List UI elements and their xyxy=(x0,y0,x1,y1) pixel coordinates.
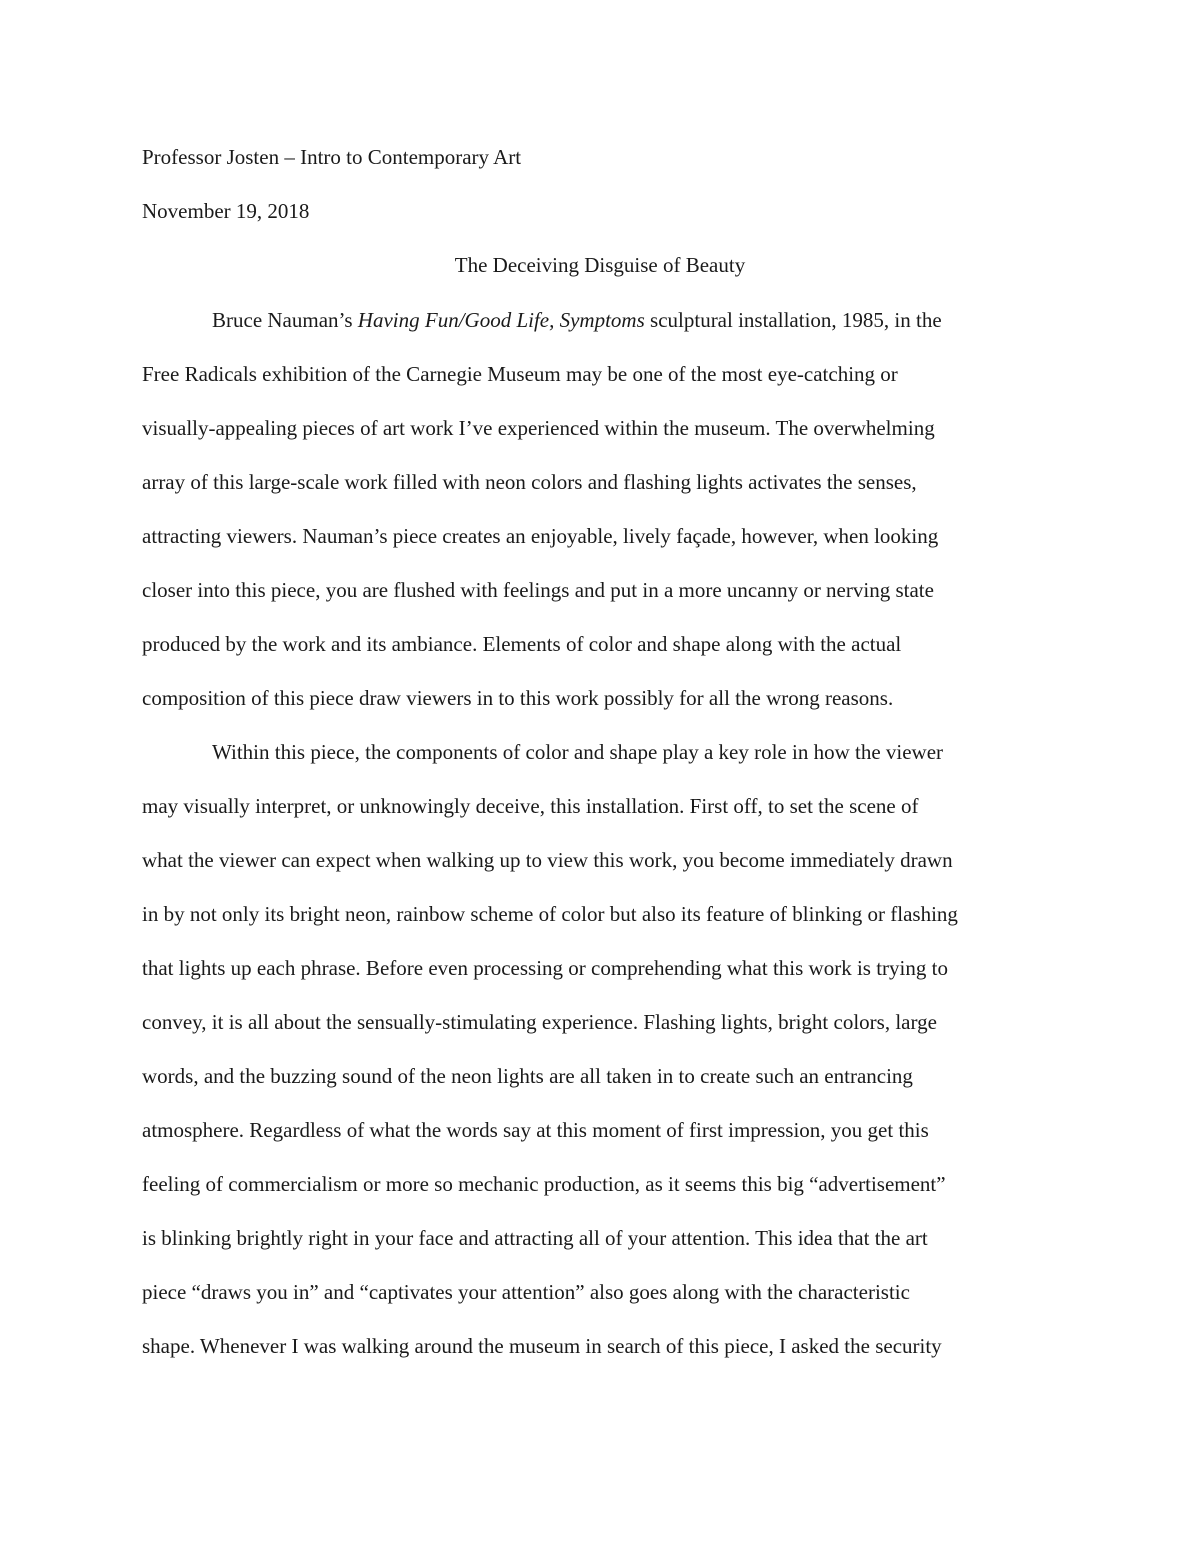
essay-title: The Deceiving Disguise of Beauty xyxy=(454,253,746,277)
paragraph-line: attracting viewers. Nauman’s piece creates an enjoyable, lively façade, however, when looking xyxy=(142,524,939,548)
paragraph-line: convey, it is all about the sensually-stimulating experience. Flashing lights, bright colors, large xyxy=(142,1010,937,1034)
text-segment: Bruce Nauman’s xyxy=(212,308,358,332)
text-segment: sculptural installation, 1985, in the xyxy=(644,308,942,332)
paragraph-line: words, and the buzzing sound of the neon lights are all taken in to create such an entrancing xyxy=(142,1064,913,1088)
paragraph-line: feeling of commercialism or more so mechanic production, as it seems this big “advertisement” xyxy=(142,1172,946,1196)
paragraph-line: closer into this piece, you are flushed with feelings and put in a more uncanny or nerving state xyxy=(142,578,934,602)
paragraph-line: in by not only its bright neon, rainbow scheme of color but also its feature of blinking or flashing xyxy=(142,902,958,926)
date-line: November 19, 2018 xyxy=(142,199,310,223)
paragraph-line: Free Radicals exhibition of the Carnegie Museum may be one of the most eye-catching or xyxy=(142,362,898,386)
paragraph-line: atmosphere. Regardless of what the words say at this moment of first impression, you get this xyxy=(142,1118,929,1142)
paragraph-line: may visually interpret, or unknowingly deceive, this installation. First off, to set the scene of xyxy=(142,794,919,818)
paragraph-line: composition of this piece draw viewers in to this work possibly for all the wrong reasons. xyxy=(142,686,894,710)
paragraph-2-first-line: Within this piece, the components of color and shape play a key role in how the viewer xyxy=(212,740,944,764)
paragraph-1-first-line xyxy=(212,306,942,334)
course-line: Professor Josten – Intro to Contemporary Art xyxy=(142,145,522,169)
paragraph-line: piece “draws you in” and “captivates your attention” also goes along with the characteristic xyxy=(142,1280,910,1304)
artwork-title: Having Fun/Good Life, Symptoms xyxy=(357,308,645,332)
paragraph-line: array of this large-scale work filled with neon colors and flashing lights activates the senses, xyxy=(142,470,917,494)
paragraph-line: produced by the work and its ambiance. Elements of color and shape along with the actual xyxy=(142,632,902,656)
paragraph-line: that lights up each phrase. Before even processing or comprehending what this work is trying to xyxy=(142,956,948,980)
paragraph-line: visually-appealing pieces of art work I’ve experienced within the museum. The overwhelming xyxy=(142,416,935,440)
paragraph-line: is blinking brightly right in your face and attracting all of your attention. This idea that the art xyxy=(142,1226,928,1250)
paragraph-line: what the viewer can expect when walking up to view this work, you become immediately drawn xyxy=(142,848,953,872)
paragraph-line: shape. Whenever I was walking around the museum in search of this piece, I asked the security xyxy=(142,1334,942,1358)
